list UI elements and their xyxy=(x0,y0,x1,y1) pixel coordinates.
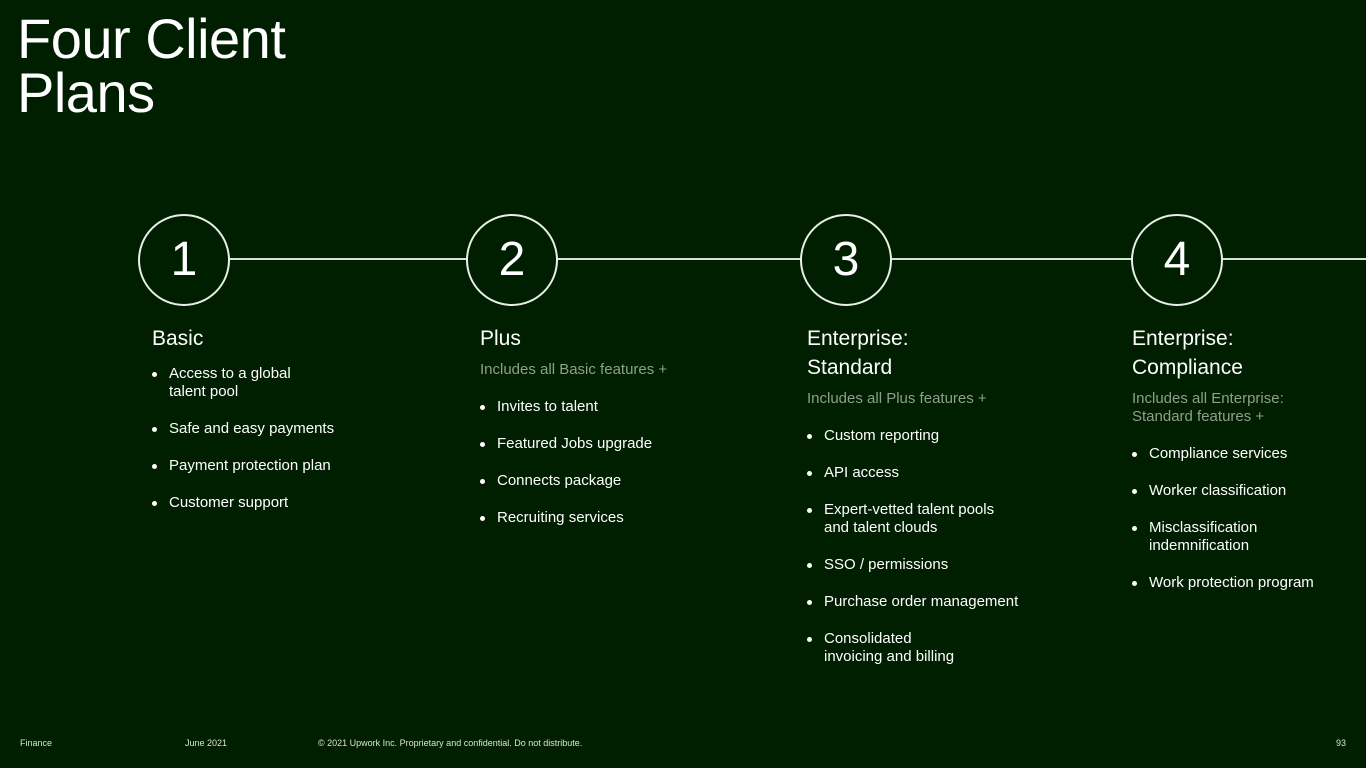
includes-note: Includes all Enterprise: Standard features + xyxy=(1132,390,1284,425)
feature-item: SSO / permissions xyxy=(807,556,1107,574)
footer-department: Finance xyxy=(20,738,53,748)
bullet-icon xyxy=(480,516,485,521)
plan-1-number-circle xyxy=(138,214,230,306)
plan-3-number: 3 xyxy=(832,233,860,286)
plan-name-line: Basic xyxy=(152,327,204,350)
plan-4-number: 4 xyxy=(1163,233,1191,286)
feature-item: Invites to talent xyxy=(480,398,780,416)
feature-item: Purchase order management xyxy=(807,593,1107,611)
feature-item: Custom reporting xyxy=(807,427,1107,445)
plan-name-line: Standard xyxy=(807,356,893,379)
plan-name-line: Enterprise: xyxy=(1132,327,1234,350)
bullet-icon xyxy=(1132,452,1137,457)
feature-item: Work protection program xyxy=(1132,574,1357,592)
bullet-icon xyxy=(807,508,812,513)
plan-name xyxy=(1132,324,1357,382)
feature-item: Misclassification indemnification xyxy=(1132,519,1357,555)
bullet-icon xyxy=(152,372,157,377)
plan-name xyxy=(480,324,780,353)
plan-name xyxy=(152,324,452,353)
bullet-icon xyxy=(152,501,157,506)
feature-item: Compliance services xyxy=(1132,445,1357,463)
includes-note: Includes all Plus features + xyxy=(807,390,987,407)
bullet-icon xyxy=(807,600,812,605)
plan-name-line: Compliance xyxy=(1132,356,1243,379)
plan-enterprise-standard xyxy=(807,324,1107,685)
includes-note: Includes all Basic features + xyxy=(480,361,668,378)
bullet-icon xyxy=(480,442,485,447)
feature-list xyxy=(152,365,452,512)
plan-name-line: Enterprise: xyxy=(807,327,909,350)
feature-item: Customer support xyxy=(152,494,452,512)
feature-item: Featured Jobs upgrade xyxy=(480,435,780,453)
bullet-icon xyxy=(152,427,157,432)
bullet-icon xyxy=(807,434,812,439)
feature-item: Recruiting services xyxy=(480,509,780,527)
bullet-icon xyxy=(807,637,812,642)
bullet-icon xyxy=(480,479,485,484)
plan-basic xyxy=(152,324,452,531)
bullet-icon xyxy=(1132,581,1137,586)
feature-item: Access to a global talent pool xyxy=(152,365,452,401)
bullet-icon xyxy=(807,471,812,476)
page-number: 93 xyxy=(1335,738,1346,748)
feature-item: API access xyxy=(807,464,1107,482)
plan-name xyxy=(807,324,1107,382)
bullet-icon xyxy=(1132,489,1137,494)
bullet-icon xyxy=(480,405,485,410)
plan-2-number: 2 xyxy=(498,233,526,286)
feature-item: Payment protection plan xyxy=(152,457,452,475)
footer-date: June 2021 xyxy=(185,738,228,748)
feature-item: Consolidated invoicing and billing xyxy=(807,630,1107,666)
feature-item: Connects package xyxy=(480,472,780,490)
plan-1-number: 1 xyxy=(170,233,198,286)
feature-item: Safe and easy payments xyxy=(152,420,452,438)
feature-item: Worker classification xyxy=(1132,482,1357,500)
plan-2-number-circle xyxy=(466,214,558,306)
slide-title: Four Client Plans xyxy=(17,7,286,124)
bullet-icon xyxy=(807,563,812,568)
bullet-icon xyxy=(1132,526,1137,531)
feature-item: Expert-vetted talent pools and talent clouds xyxy=(807,501,1107,537)
feature-list xyxy=(807,427,1107,666)
bullet-icon xyxy=(152,464,157,469)
plan-4-number-circle xyxy=(1131,214,1223,306)
plan-plus xyxy=(480,324,780,546)
footer-copyright: © 2021 Upwork Inc. Proprietary and confidential. Do not distribute. xyxy=(318,738,583,748)
plan-enterprise-compliance xyxy=(1132,324,1357,611)
feature-list xyxy=(1132,445,1357,592)
plan-3-number-circle xyxy=(800,214,892,306)
plan-name-line: Plus xyxy=(480,327,521,350)
feature-list xyxy=(480,398,780,527)
